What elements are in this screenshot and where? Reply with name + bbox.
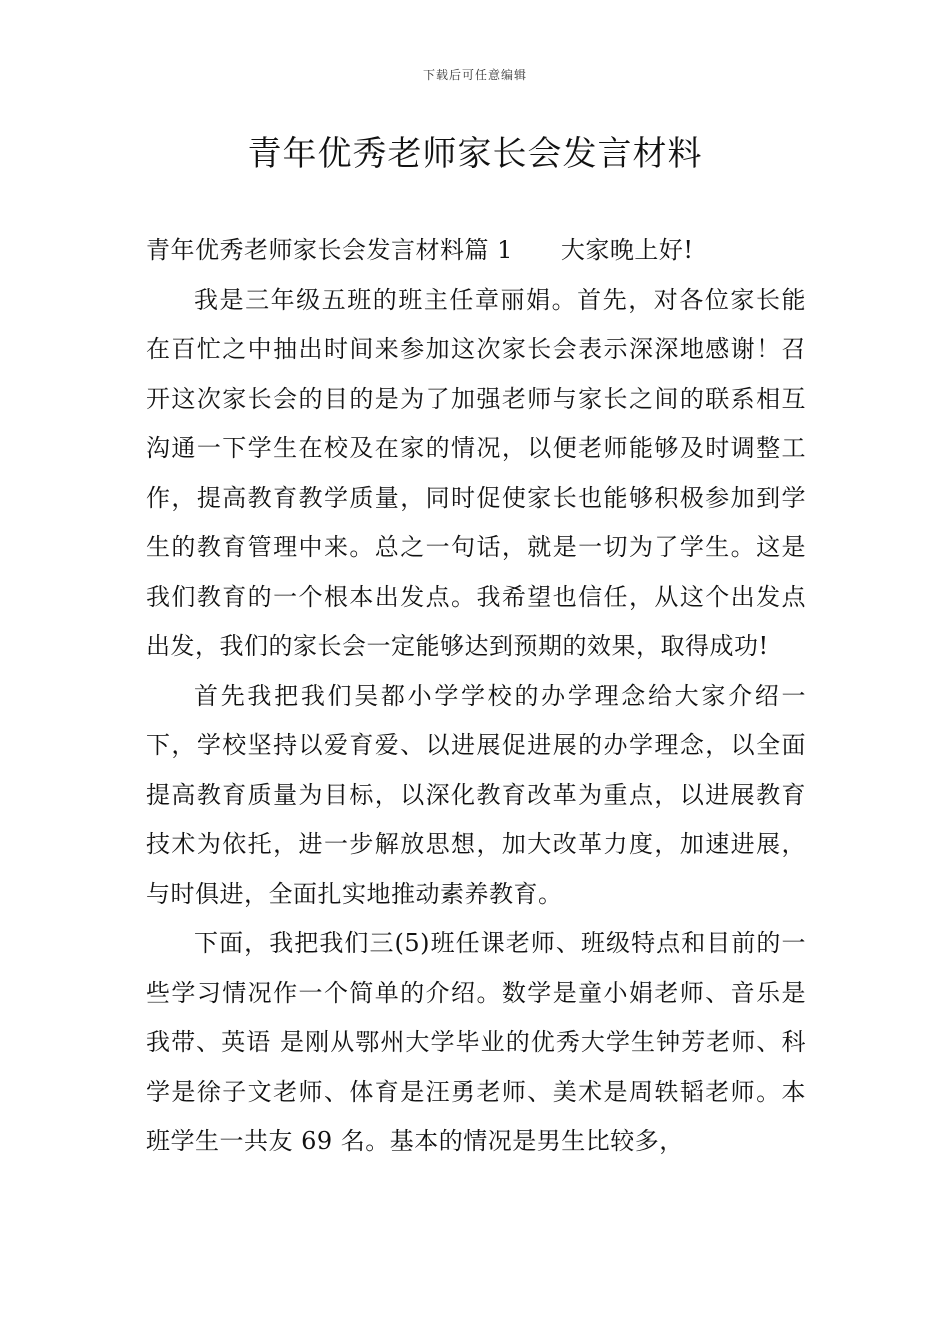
paragraph-1: 我是三年级五班的班主任章丽娟。首先，对各位家长能在百忙之中抽出时间来参加这次家长会表示深深地感谢！召开这次家长会的目的是为了加强老师与家长之间的联系相互沟通一下学生在校及在家的情况，以便老师能够及时调整工作，提高教育教学质量，同时促使家长也能够积极参加到学生的教育管理中来。总之一句话，就是一切为了学生。这是我们教育的一个根本出发点。我希望也信任，从这个出发点出发，我们的家长会一定能够达到预期的效果，取得成功! [146,285,806,660]
section-heading: 青年优秀老师家长会发言材料篇 1 [146,236,513,264]
section-heading-line [146,226,806,276]
paragraph-3: 下面，我把我们三(5)班任课老师、班级特点和目前的一些学习情况作一个简单的介绍。数学是童小娟老师、音乐是我带、英语 是刚从鄂州大学毕业的优秀大学生钟芳老师、科学是徐子文老师、体育是汪勇老师、美术是周轶韬老师。本班学生一共友 69 名。基本的情况是男生比较多， [146,929,806,1155]
document-title: 青年优秀老师家长会发言材料 [247,134,703,174]
page-header-note: 下载后可任意编辑 [422,68,527,82]
paragraph-2: 首先我把我们吴都小学学校的办学理念给大家介绍一下，学校坚持以爱育爱、以进展促进展的办学理念，以全面提高教育质量为目标，以深化教育改革为重点，以进展教育技术为依托，进一步解放思想，加大改革力度，加速进展，与时俱进，全面扎实地推动素养教育。 [146,681,806,908]
document-body [146,226,806,1167]
greeting: 大家晚上好! [560,236,694,264]
